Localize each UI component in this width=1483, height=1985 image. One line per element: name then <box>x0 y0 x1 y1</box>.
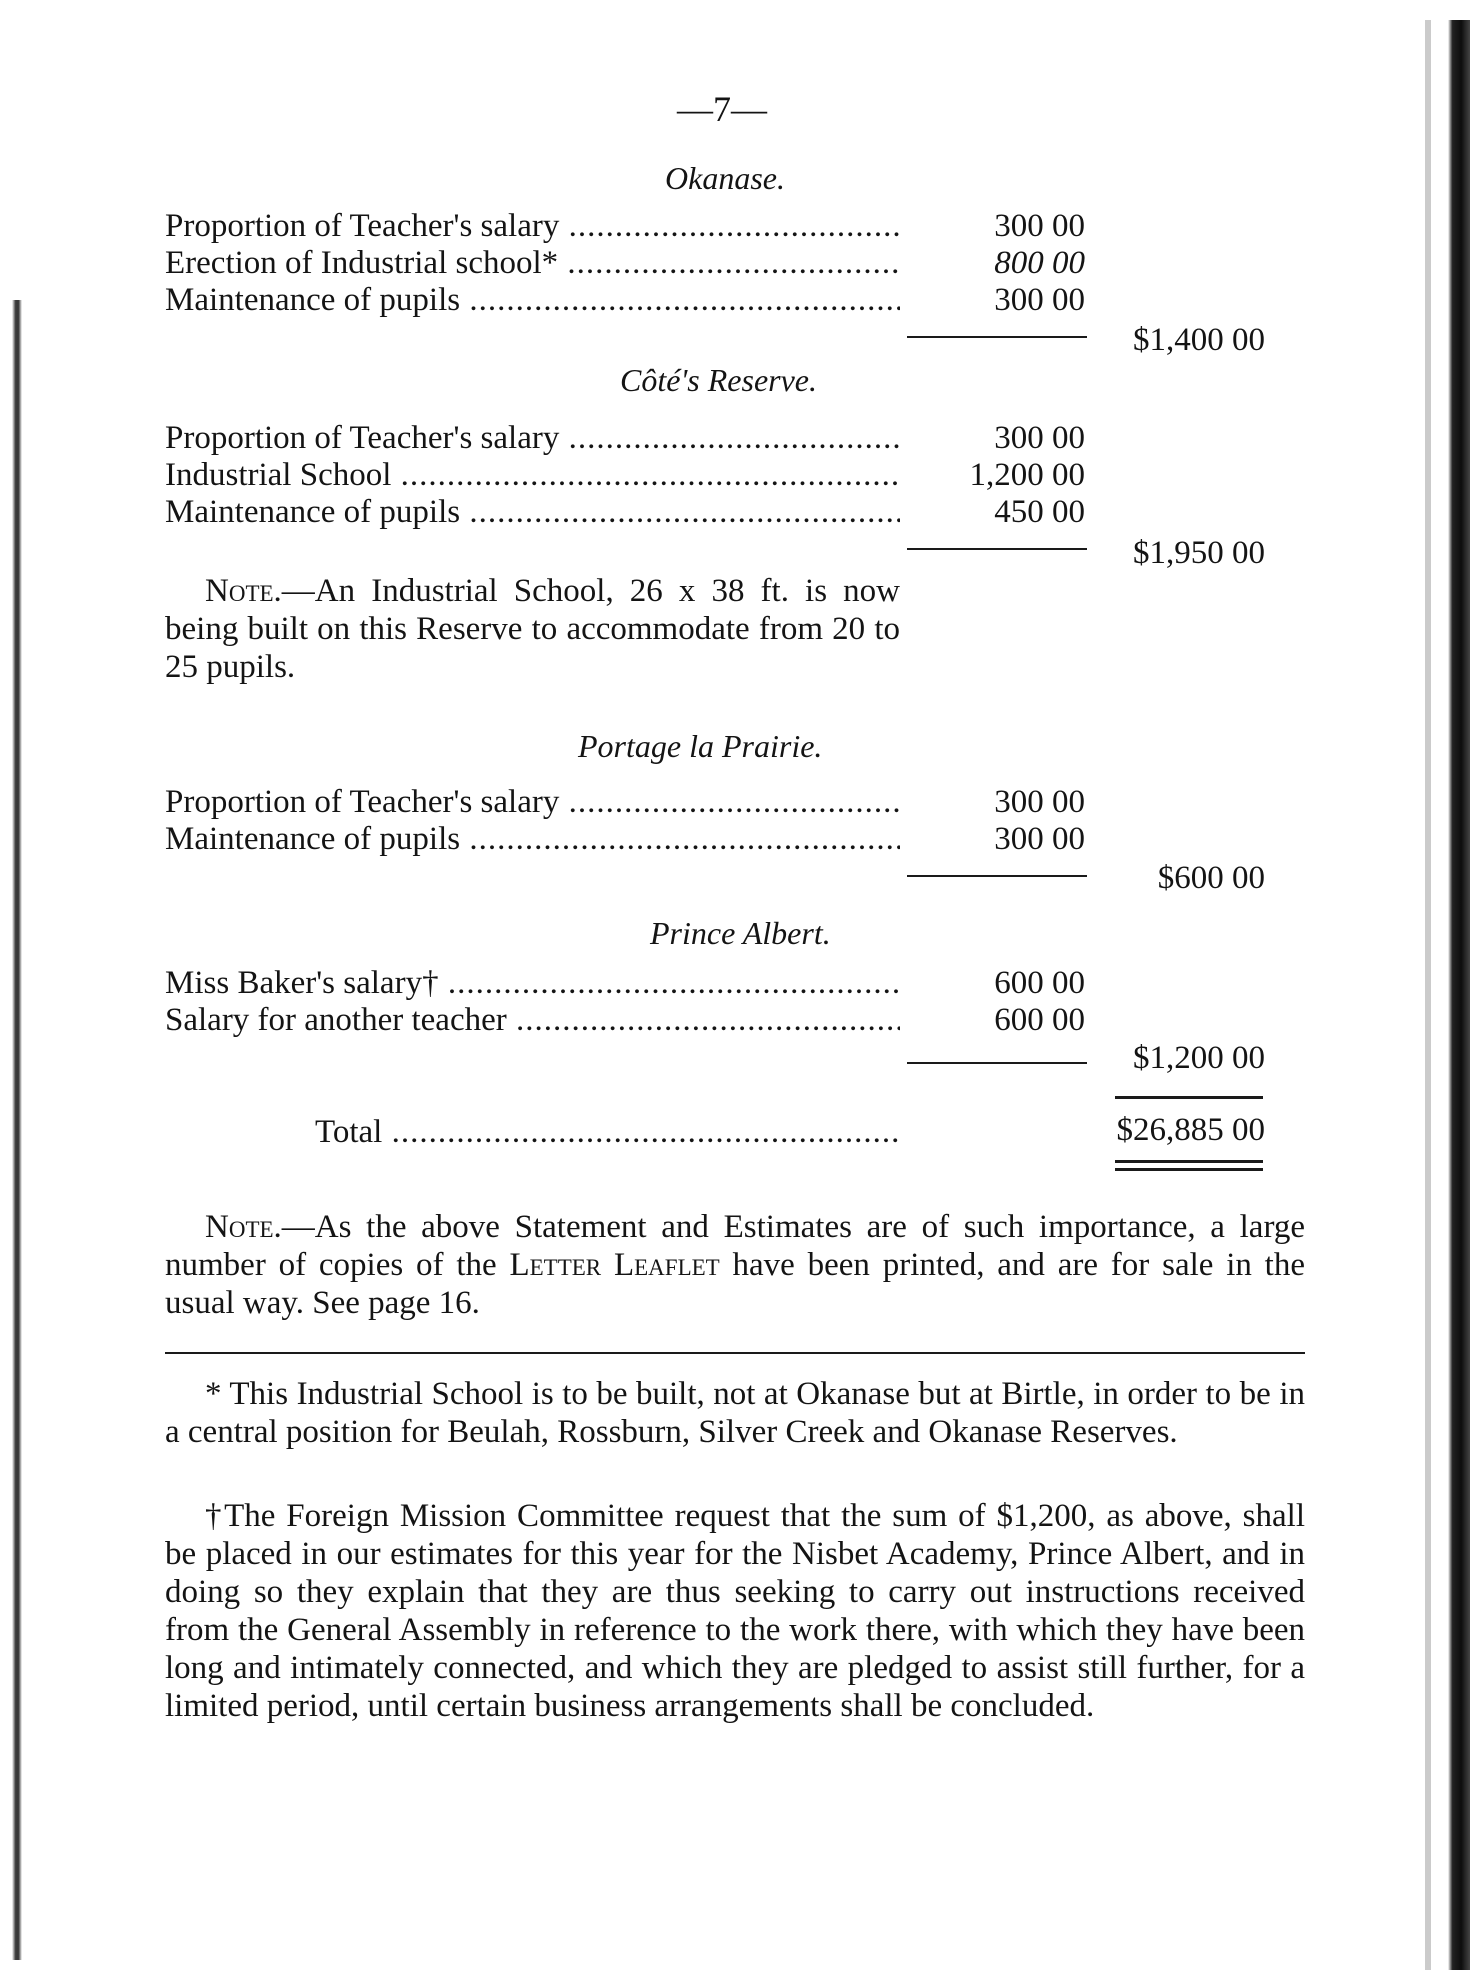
reserve-note <box>165 572 900 686</box>
line-item <box>165 206 1305 246</box>
estimates-note <box>165 1208 1305 1322</box>
line-item-label: Maintenance of pupils ..... <box>165 280 900 320</box>
section-heading-okanase: Okanase. <box>665 160 785 196</box>
note-label: Note. <box>205 1209 282 1245</box>
total-rule-double <box>1115 1168 1263 1171</box>
line-item <box>165 418 1305 458</box>
note-text-before: —As the above Statement and Estimates are of such importance, a large number of copies of the <box>165 1209 1305 1283</box>
line-item-amount: 300 00 <box>994 282 1085 318</box>
sum-rule <box>907 548 1087 550</box>
line-item-amount: 800 00 <box>994 245 1085 281</box>
line-item <box>165 243 1305 283</box>
line-item-amount: 300 00 <box>994 208 1085 244</box>
line-item-amount: 1,200 00 <box>969 457 1085 493</box>
scan-edge-right-shadow <box>1425 20 1431 1970</box>
scan-edge-left <box>12 300 22 1960</box>
section-subtotal: $600 00 <box>1157 860 1265 896</box>
line-item <box>165 492 1305 532</box>
footnote-separator <box>165 1352 1305 1354</box>
total-label: Total ..... <box>315 1112 900 1152</box>
total-row <box>315 1112 915 1152</box>
section-subtotal: $1,200 00 <box>1133 1040 1265 1076</box>
line-item <box>165 280 1305 320</box>
footnote-dagger <box>165 1497 1305 1725</box>
total-rule-bottom <box>1115 1160 1263 1163</box>
line-item <box>165 455 1305 495</box>
line-item-amount: 600 00 <box>994 1002 1085 1038</box>
sum-rule <box>907 1062 1087 1064</box>
document-page <box>165 0 1305 1985</box>
section-subtotal: $1,950 00 <box>1133 535 1265 571</box>
section-heading-portage-la-prairie: Portage la Prairie. <box>578 728 823 764</box>
line-item-label: Proportion of Teacher's salary ..... <box>165 782 900 822</box>
line-item-label: Proportion of Teacher's salary ..... <box>165 206 900 246</box>
line-item-amount: 600 00 <box>994 965 1085 1001</box>
total-amount: $26,885 00 <box>1116 1112 1265 1148</box>
page-number: —7— <box>677 89 767 129</box>
line-item-amount: 300 00 <box>994 784 1085 820</box>
total-rule-top <box>1115 1096 1263 1099</box>
line-item-label: Industrial School ..... <box>165 455 900 495</box>
line-item <box>165 782 1305 822</box>
note-label: Note. <box>205 573 282 609</box>
line-item-amount: 300 00 <box>994 821 1085 857</box>
line-item-amount: 300 00 <box>994 420 1085 456</box>
section-heading-prince-albert: Prince Albert. <box>650 915 831 951</box>
line-item <box>165 1000 1305 1040</box>
footnote-dagger-text: †The Foreign Mission Committee request that the sum of $1,200, as above, shall be placed in our estimates for this year for the Nisbet Academy, Prince Albert, and in doing so they explain that they are thus seeking to carry out instructions received from the General Assembly in reference to the work there, with which they have been long and intimately connected, and which they are pledged to assist still further, for a limited period, until certain business arrangements shall be concluded. <box>165 1498 1305 1724</box>
section-subtotal: $1,400 00 <box>1133 322 1265 358</box>
sum-rule <box>907 875 1087 877</box>
section-heading-cotes-reserve: Côté's Reserve. <box>620 362 817 398</box>
line-item-amount: 450 00 <box>994 494 1085 530</box>
line-item-label: Maintenance of pupils ..... <box>165 819 900 859</box>
sum-rule <box>907 336 1087 338</box>
letter-leaflet-title: Letter Leaflet <box>509 1247 720 1283</box>
note-text-after: have been printed, and are for sale in the usual way. See page 16. <box>165 1247 1306 1321</box>
line-item-label: Erection of Industrial school* ..... <box>165 243 900 283</box>
line-item-label: Salary for another teacher ..... <box>165 1000 900 1040</box>
note-text: —An Industrial School, 26 x 38 ft. is now being built on this Reserve to accommodate from 20 to 25 pupils. <box>165 573 900 685</box>
line-item-label: Miss Baker's salary† ..... <box>165 963 900 1003</box>
footnote-asterisk-text: * This Industrial School is to be built, not at Okanase but at Birtle, in order to be in a central position for Beulah, Rossburn, Silver Creek and Okanase Reserves. <box>165 1376 1305 1450</box>
line-item-label: Maintenance of pupils ..... <box>165 492 900 532</box>
footnote-asterisk <box>165 1375 1305 1451</box>
line-item <box>165 963 1305 1003</box>
line-item <box>165 819 1305 859</box>
line-item-label: Proportion of Teacher's salary ..... <box>165 418 900 458</box>
scan-edge-right <box>1448 20 1470 1970</box>
